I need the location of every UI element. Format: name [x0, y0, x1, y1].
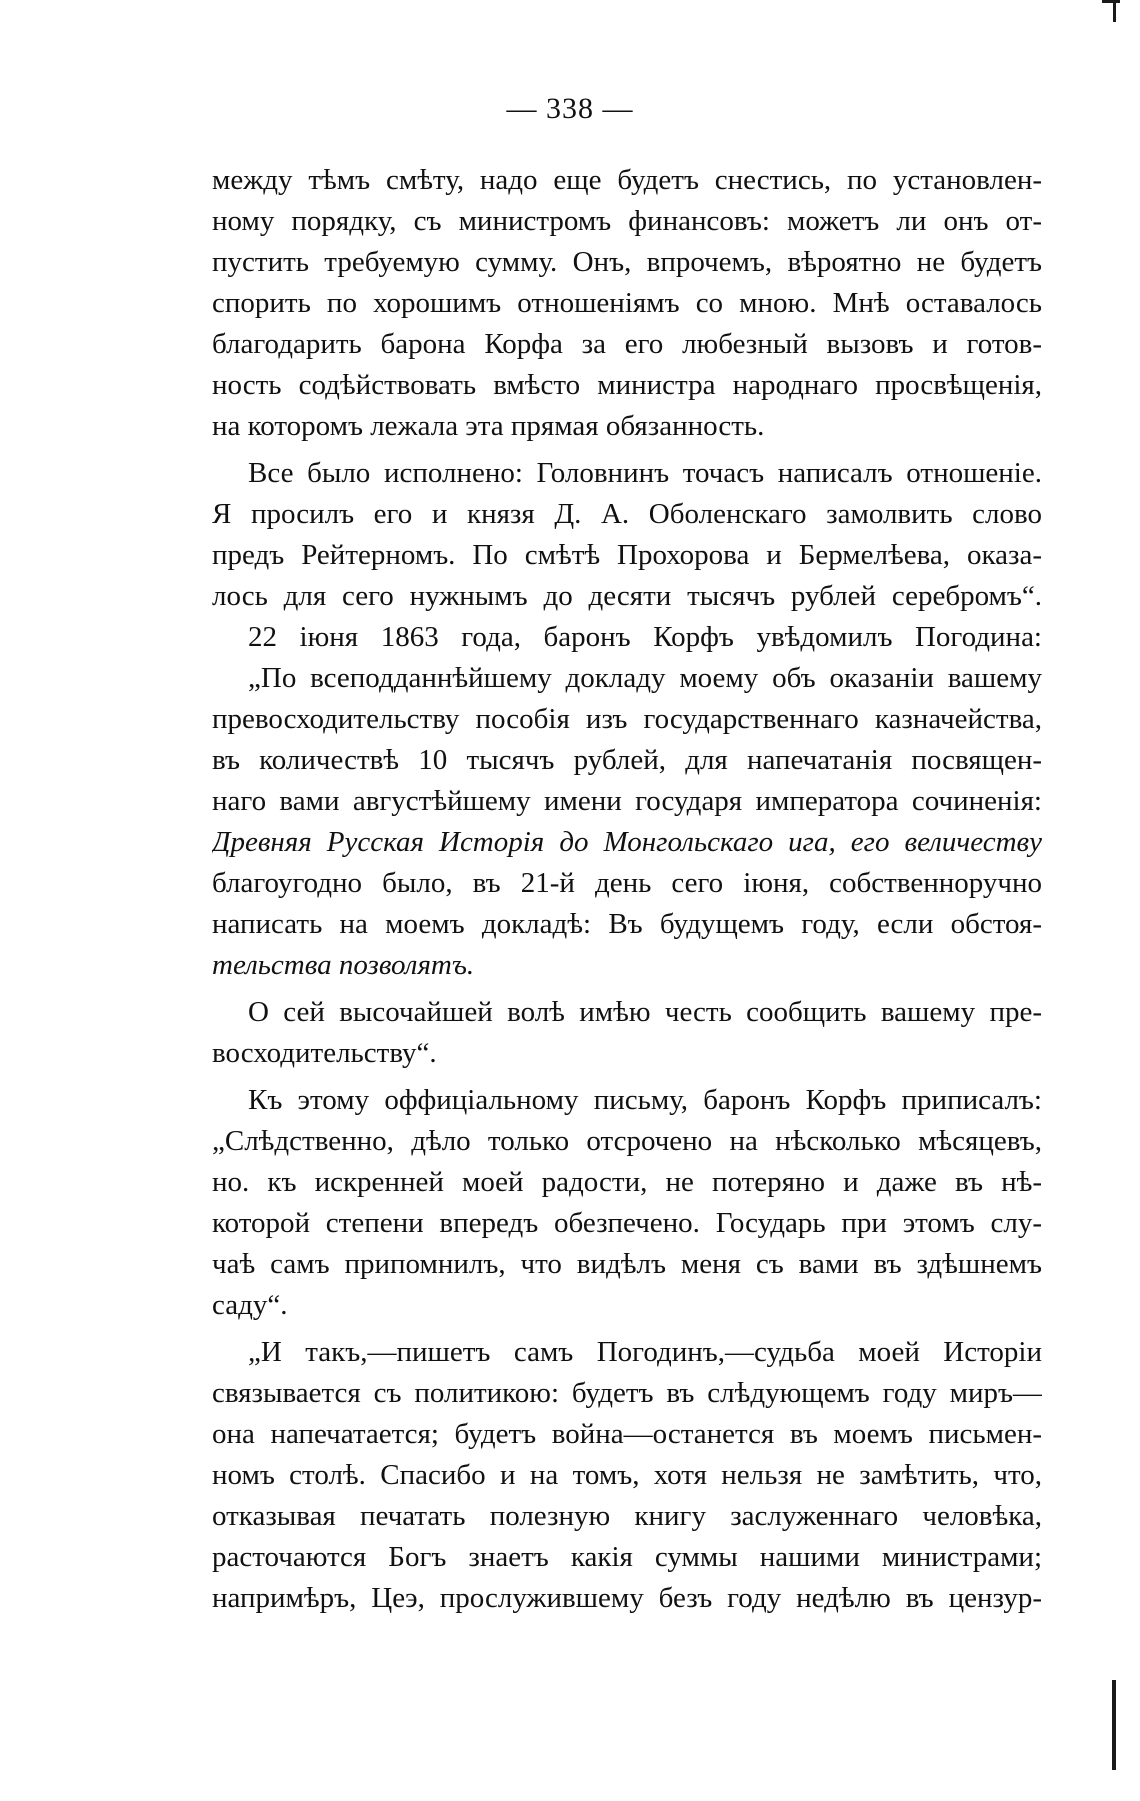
page-edge-mark-top [1113, 0, 1116, 22]
text-line: лось для сего нужнымъ до десяти тысячъ рублей серебромъ“. [212, 580, 1042, 612]
text-line: Къ этому оффиціальному письму, баронъ Корфъ приписалъ: [248, 1084, 1042, 1116]
text-line: пустить требуемую сумму. Онъ, впрочемъ, вѣроятно не будетъ [212, 246, 1042, 278]
text-line: номъ столѣ. Спасибо и на томъ, хотя нельзя не замѣтить, что, [212, 1459, 1042, 1491]
text-line: но. къ искренней моей радости, не потеряно и даже въ нѣ- [212, 1166, 1042, 1198]
paragraph [212, 822, 1042, 986]
paragraph [212, 658, 1042, 822]
paragraph [212, 453, 1042, 617]
page-edge-tick [1102, 0, 1120, 3]
text-line: ному порядку, съ министромъ финансовъ: можетъ ли онъ от- [212, 205, 1042, 237]
text-line: Я просилъ его и князя Д. А. Оболенскаго замолвить слово [212, 498, 1042, 530]
text-line: предъ Рейтерномъ. По смѣтѣ Прохорова и Бермелѣева, оказа- [212, 539, 1042, 571]
body-text [212, 160, 1042, 1619]
text-line: „Слѣдственно, дѣло только отсрочено на нѣсколько мѣсяцевъ, [212, 1125, 1042, 1157]
text-line: спорить по хорошимъ отношеніямъ со мною. Мнѣ оставалось [212, 287, 1042, 319]
paragraph [212, 160, 1042, 447]
text-line: напримѣръ, Цеэ, прослужившему безъ году недѣлю въ цензур- [212, 1582, 1042, 1614]
text-line: О сей высочайшей волѣ имѣю честь сообщить вашему пре- [248, 996, 1042, 1028]
page-edge-mark-bottom [1112, 1680, 1116, 1770]
text-line: „И такъ,—пишетъ самъ Погодинъ,—судьба моей Исторіи [248, 1336, 1042, 1368]
text-line: въ количествѣ 10 тысячъ рублей, для напечатанія посвящен- [212, 744, 1042, 776]
text-line: расточаются Богъ знаетъ какія суммы нашими министрами; [212, 1541, 1042, 1573]
text-line: между тѣмъ смѣту, надо еще будетъ снестись, по установлен- [212, 164, 1042, 196]
text-line-italic: тельства позволятъ. [212, 949, 475, 981]
text-line: на которомъ лежала эта прямая обязанность. [212, 410, 765, 442]
page-number: — 338 — [506, 92, 634, 125]
text-line: превосходительству пособія изъ государственнаго казначейства, [212, 703, 1042, 735]
text-line: чаѣ самъ припомнилъ, что видѣлъ меня съ вами въ здѣшнемъ [212, 1248, 1042, 1280]
text-line: Все было исполнено: Головнинъ точасъ написалъ отношеніе. [248, 457, 1042, 489]
paragraph [212, 992, 1042, 1074]
text-line: восходительству“. [212, 1037, 437, 1069]
paragraph [212, 617, 1042, 658]
paragraph [212, 1332, 1042, 1619]
text-line: связывается съ политикою: будетъ въ слѣдующемъ году миръ— [212, 1377, 1042, 1409]
text-line: ность содѣйствовать вмѣсто министра народнаго просвѣщенія, [212, 369, 1042, 401]
text-line: „По всеподданнѣйшему докладу моему объ оказаніи вашему [248, 662, 1042, 694]
text-line: благоугодно было, въ 21-й день сего іюня, собственноручно [212, 867, 1042, 899]
text-line: саду“. [212, 1289, 288, 1321]
text-line: отказывая печатать полезную книгу заслуженнаго человѣка, [212, 1500, 1042, 1532]
paragraph [212, 1080, 1042, 1326]
text-line-italic-title: Древняя Русская Исторія до Монгольскаго ига, его величеству [212, 826, 1042, 858]
text-line: наго вами августѣйшему имени государя императора сочиненія: [212, 785, 1042, 817]
text-line: 22 іюня 1863 года, баронъ Корфъ увѣдомилъ Погодина: [248, 621, 1042, 653]
text-line: она напечатается; будетъ война—останется въ моемъ письмен- [212, 1418, 1042, 1450]
text-line: благодарить барона Корфа за его любезный вызовъ и готов- [212, 328, 1042, 360]
text-line: которой степени впередъ обезпечено. Государь при этомъ слу- [212, 1207, 1042, 1239]
text-line: написать на моемъ докладѣ: Въ будущемъ году, если обстоя- [212, 908, 1042, 940]
